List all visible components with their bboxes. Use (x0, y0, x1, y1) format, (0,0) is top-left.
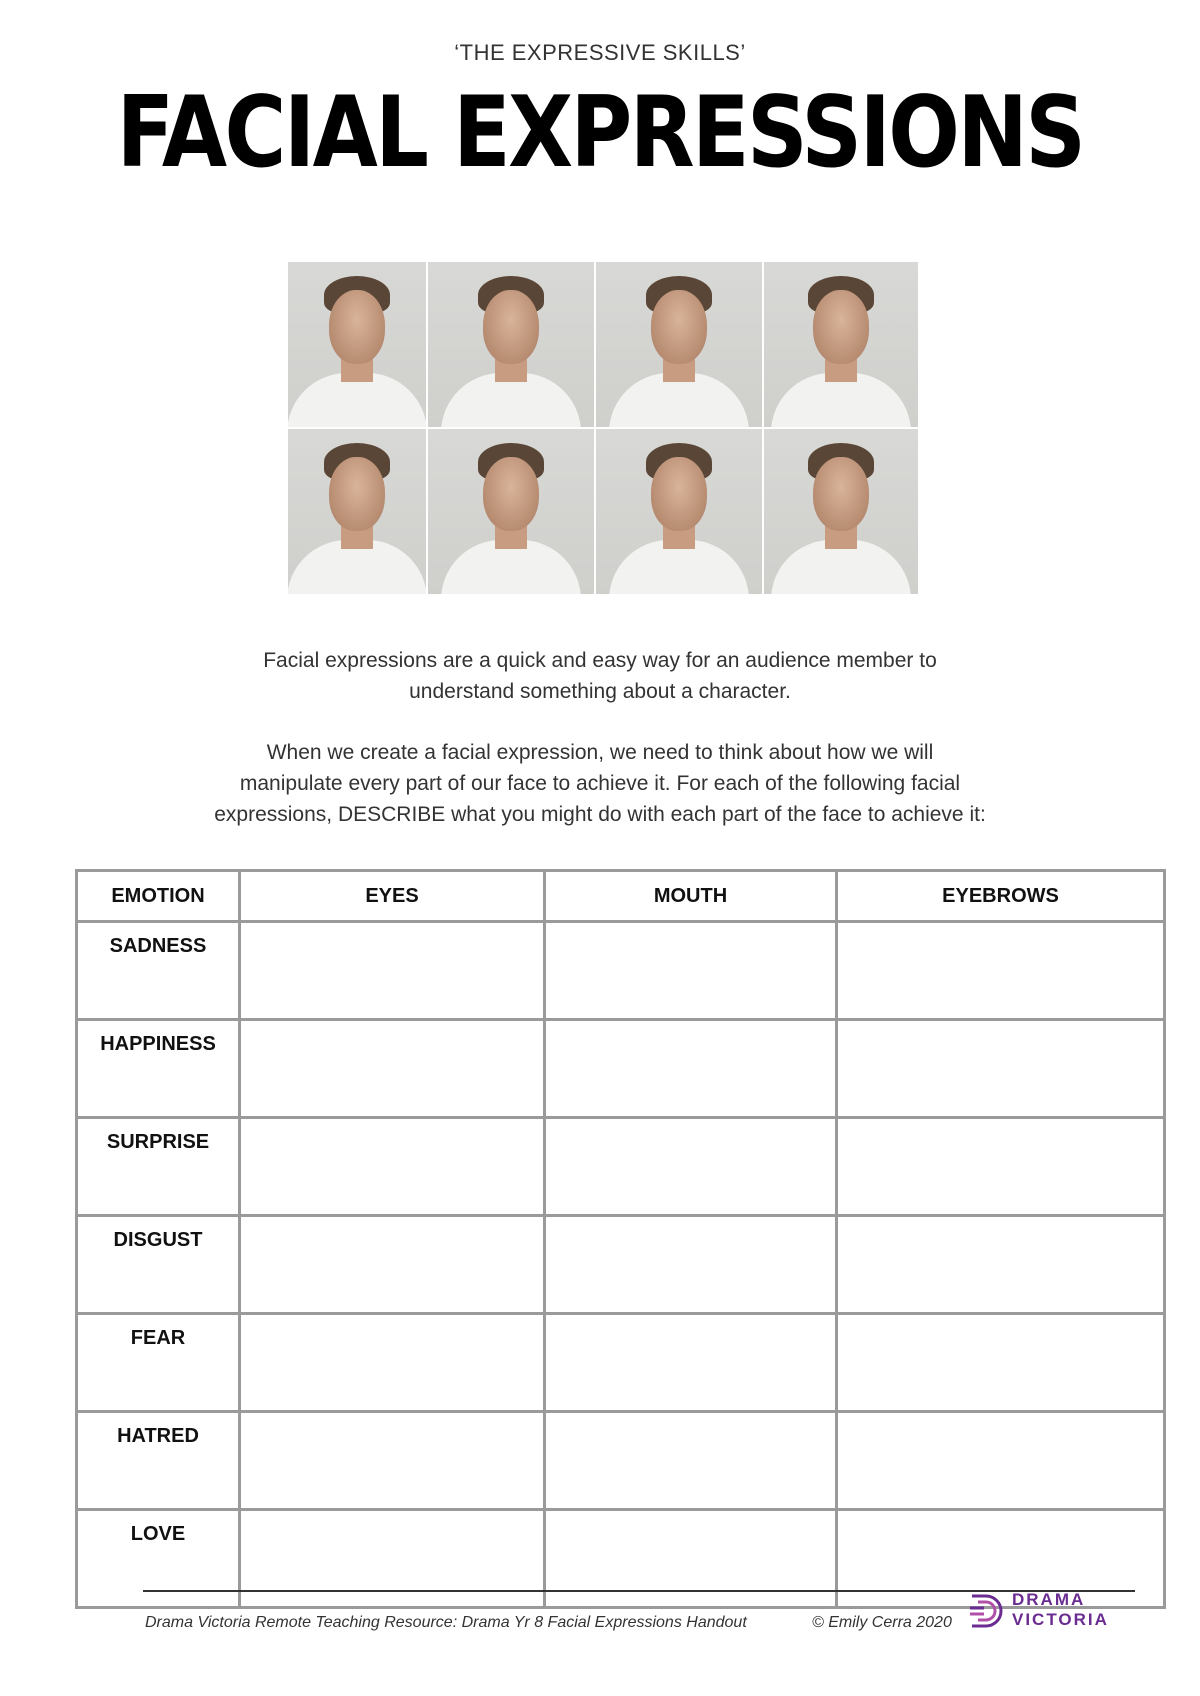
table-row (77, 1020, 1165, 1118)
expression-photo (764, 262, 920, 429)
intro-line: understand something about a character. (409, 680, 791, 703)
eyebrows-answer-cell[interactable] (837, 922, 1165, 1020)
table-header-row (77, 871, 1165, 922)
intro-line: Facial expressions are a quick and easy way for an audience member to (263, 649, 937, 672)
header-mouth: MOUTH (545, 871, 837, 922)
expression-photo (428, 262, 596, 429)
table-row (77, 922, 1165, 1020)
emotion-label: FEAR (77, 1314, 240, 1412)
expression-photo (764, 429, 920, 596)
emotion-label: DISGUST (77, 1216, 240, 1314)
intro-line: manipulate every part of our face to achieve it. For each of the following facial (239, 772, 961, 795)
page-subtitle: ‘THE EXPRESSIVE SKILLS’ (454, 40, 746, 65)
expression-photo (596, 429, 764, 596)
intro-paragraph-1 (0, 645, 1200, 707)
drama-victoria-logo (968, 1590, 1118, 1630)
mouth-answer-cell[interactable] (545, 922, 837, 1020)
expression-photo (288, 429, 428, 596)
mouth-answer-cell[interactable] (545, 1412, 837, 1510)
eyes-answer-cell[interactable] (240, 1118, 545, 1216)
emotion-label: SADNESS (77, 922, 240, 1020)
table-row (77, 1412, 1165, 1510)
eyes-answer-cell[interactable] (240, 1314, 545, 1412)
mouth-answer-cell[interactable] (545, 1314, 837, 1412)
emotions-table (75, 869, 1166, 1609)
logo-line-1: DRAMA (1012, 1590, 1086, 1609)
mouth-answer-cell[interactable] (545, 1118, 837, 1216)
table-row (77, 1314, 1165, 1412)
expression-photo (596, 262, 764, 429)
eyes-answer-cell[interactable] (240, 1510, 545, 1608)
table-row (77, 1118, 1165, 1216)
eyebrows-answer-cell[interactable] (837, 1020, 1165, 1118)
eyebrows-answer-cell[interactable] (837, 1118, 1165, 1216)
intro-line: When we create a facial expression, we need to think about how we will (266, 741, 934, 764)
mouth-answer-cell[interactable] (545, 1020, 837, 1118)
logo-line-2: VICTORIA (1012, 1610, 1109, 1629)
intro-line: expressions, DESCRIBE what you might do with each part of the face to achieve it: (214, 803, 986, 826)
logo-wordmark (1012, 1590, 1109, 1630)
emotion-label: HATRED (77, 1412, 240, 1510)
eyes-answer-cell[interactable] (240, 1216, 545, 1314)
page-title: FACIAL EXPRESSIONS (116, 76, 1084, 190)
header-emotion: EMOTION (77, 871, 240, 922)
expression-photo (428, 429, 596, 596)
mouth-answer-cell[interactable] (545, 1216, 837, 1314)
table-row (77, 1216, 1165, 1314)
eyes-answer-cell[interactable] (240, 922, 545, 1020)
expressions-photo-grid (288, 262, 920, 596)
expression-photo (288, 262, 428, 429)
emotion-label: LOVE (77, 1510, 240, 1608)
intro-paragraph-2 (0, 737, 1200, 830)
eyes-answer-cell[interactable] (240, 1412, 545, 1510)
logo-d-icon (968, 1592, 1008, 1630)
footer-copyright: © Emily Cerra 2020 (812, 1614, 952, 1631)
header-eyebrows: EYEBROWS (837, 871, 1165, 922)
footer-resource-text: Drama Victoria Remote Teaching Resource: Drama Yr 8 Facial Expressions Handout (145, 1614, 747, 1631)
mouth-answer-cell[interactable] (545, 1510, 837, 1608)
header-eyes: EYES (240, 871, 545, 922)
eyebrows-answer-cell[interactable] (837, 1412, 1165, 1510)
eyes-answer-cell[interactable] (240, 1020, 545, 1118)
eyebrows-answer-cell[interactable] (837, 1314, 1165, 1412)
emotion-label: SURPRISE (77, 1118, 240, 1216)
emotion-label: HAPPINESS (77, 1020, 240, 1118)
eyebrows-answer-cell[interactable] (837, 1216, 1165, 1314)
